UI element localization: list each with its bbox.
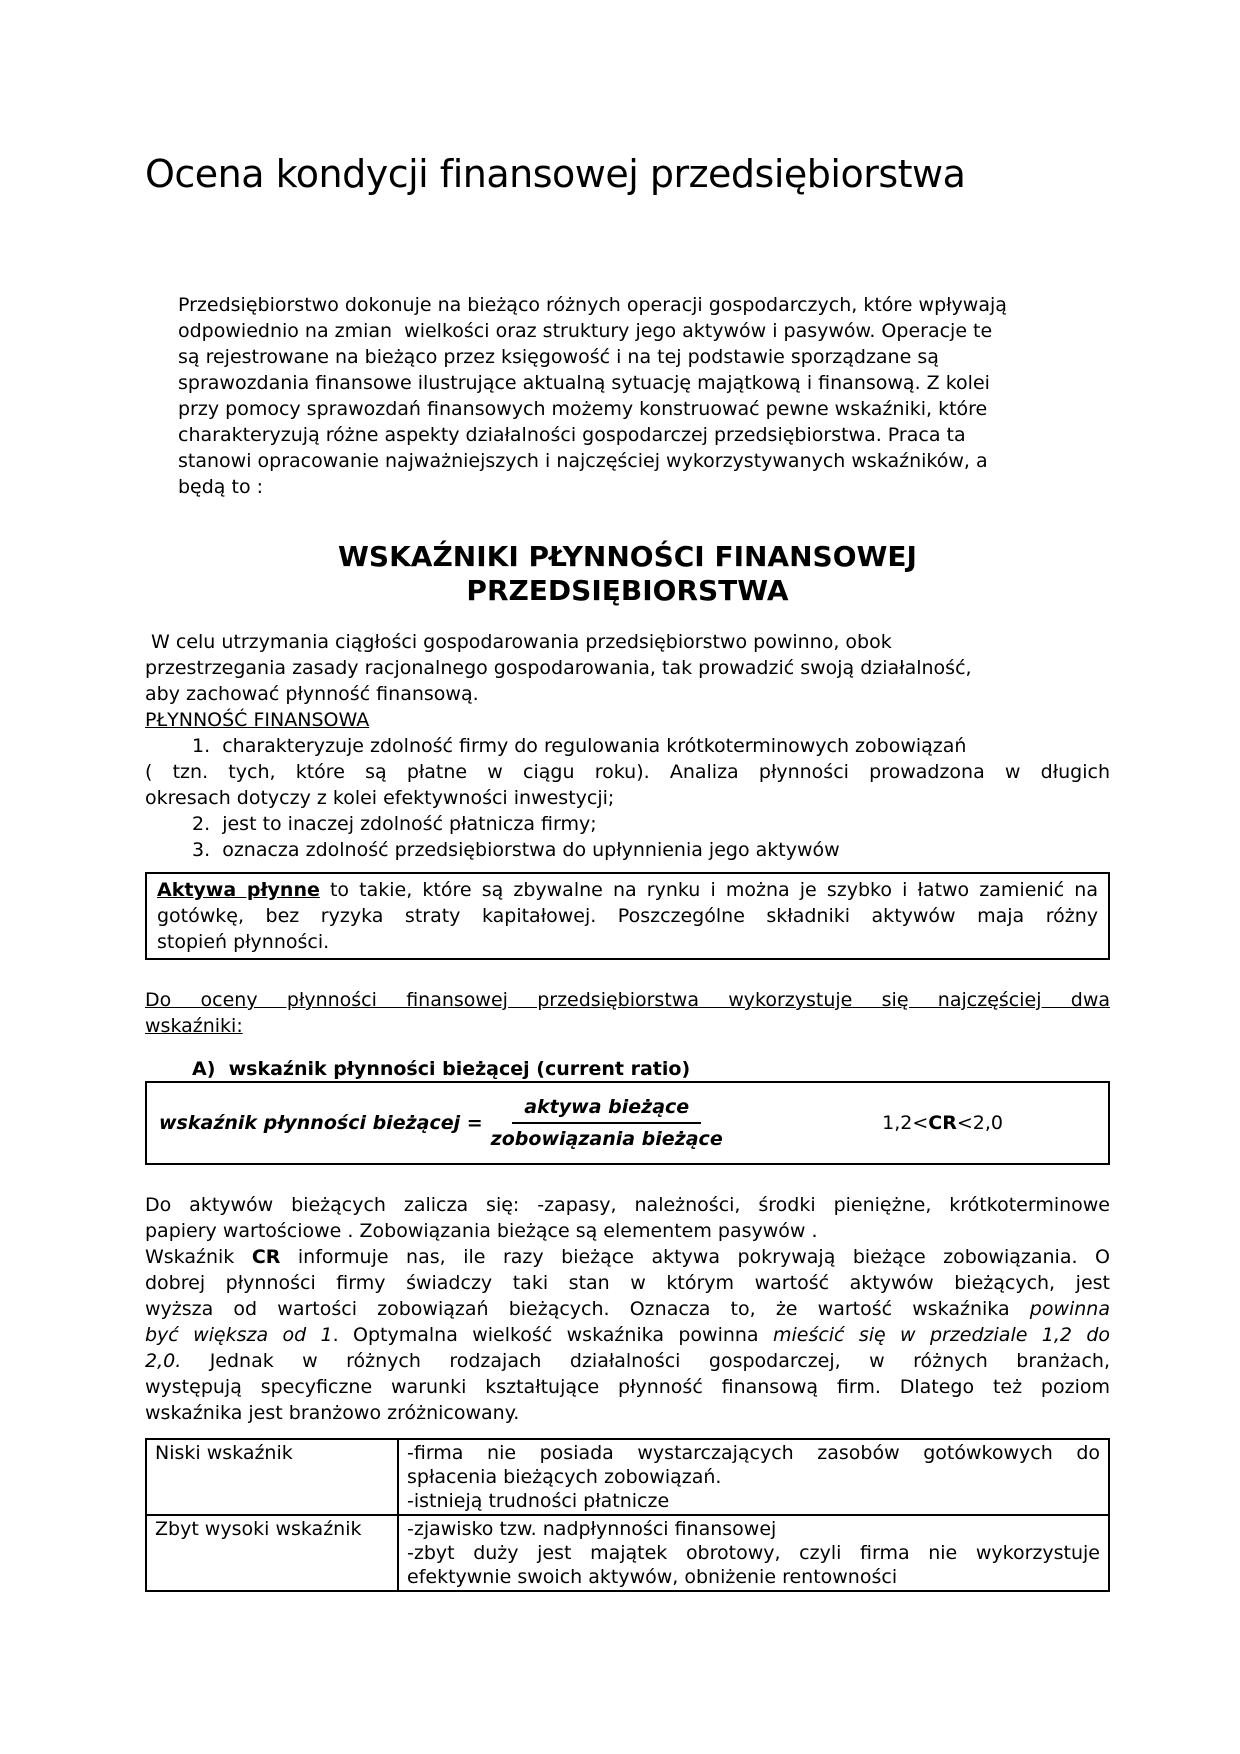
text-segment: to takie, które są zbywalne na rynku i można je szybko i łatwo zamienić na <box>319 879 1098 901</box>
text-line: przestrzegania zasady racjonalnego gospodarowania, tak prowadzić swoją działalność, <box>145 657 972 679</box>
text-line: stopień płynności. <box>157 931 330 953</box>
text-line: wskaźnika jest branżowo zróżnicowany. <box>145 1402 520 1424</box>
text-line: 3. oznacza zdolność przedsiębiorstwa do upłynnienia jego aktywów <box>192 839 840 861</box>
text-segment: CR <box>251 1246 281 1268</box>
text-line: -zbyt duży jest majątek obrotowy, czyli firma nie wykorzystuje <box>407 1542 1100 1564</box>
text-line: charakteryzują różne aspekty działalności gospodarczej przedsiębiorstwa. Praca ta <box>178 424 966 446</box>
text-line: okresach dotyczy z kolei efektywności inwestycji; <box>145 787 615 809</box>
row-label-cell <box>146 1439 398 1515</box>
text-segment: CR <box>928 1112 957 1134</box>
section-heading-line1: WSKAŹNIKI PŁYNNOŚCI FINANSOWEJ <box>338 540 917 573</box>
fraction-numerator: aktywa bieżące <box>512 1094 701 1124</box>
text-line: przy pomocy sprawozdań finansowych możemy konstruować pewne wskaźniki, które <box>178 398 988 420</box>
text-line: -zjawisko tzw. nadpłynności finansowej <box>407 1518 777 1540</box>
text-segment: powinna <box>1029 1298 1110 1320</box>
text-line: aby zachować płynność finansową. <box>145 683 479 705</box>
text-segment: Aktywa płynne <box>157 879 320 901</box>
do-oceny-paragraph <box>145 987 1110 1039</box>
text-segment: . Optymalna wielkość wskaźnika powinna <box>332 1324 773 1346</box>
text-line: W celu utrzymania ciągłości gospodarowania przedsiębiorstwo powinno, obok <box>145 631 892 653</box>
text-segment: 2,0. <box>145 1350 182 1372</box>
current-ratio-formula-box <box>145 1081 1110 1165</box>
text-segment: <2,0 <box>956 1112 1003 1134</box>
text-line: sprawozdania finansowe ilustrujące aktualną sytuację majątkową i finansową. Z kolei <box>178 372 990 394</box>
row-content-cell <box>398 1515 1109 1591</box>
text-line: papiery wartościowe . Zobowiązania bieżące są elementem pasywów . <box>145 1220 818 1242</box>
text-line <box>145 707 1110 733</box>
text-line <box>145 1296 1110 1322</box>
text-line: wskaźniki: <box>145 1015 243 1037</box>
liquidity-intro-paragraph <box>145 629 1110 733</box>
text-line: Do oceny płynności finansowej przedsiębiorstwa wykorzystuje się najczęściej dwa <box>145 989 1110 1011</box>
text-line: Zbyt wysoki wskaźnik <box>155 1518 362 1540</box>
section-heading <box>145 540 1110 608</box>
text-line <box>157 877 1098 903</box>
text-line: Przedsiębiorstwo dokonuje na bieżąco różnych operacji gospodarczych, które wpływają <box>178 294 1007 316</box>
text-line: -istnieją trudności płatnicze <box>407 1490 670 1512</box>
formula-range-value <box>882 1110 1003 1136</box>
text-segment: mieścić się w przedziale 1,2 do <box>772 1324 1111 1346</box>
table-row <box>146 1515 1109 1591</box>
row-content-cell <box>398 1439 1109 1515</box>
text-segment: informuje nas, ile razy bieżące aktywa pokrywają bieżące zobowiązania. O <box>280 1246 1110 1268</box>
text-segment: wyższa od wartości zobowiązań bieżących. Oznacza to, że wartość wskaźnika <box>145 1298 1030 1320</box>
text-segment: Wskaźnik <box>145 1246 252 1268</box>
text-segment: Jednak w różnych rodzajach działalności gospodarczej, w różnych branżach, <box>181 1350 1110 1372</box>
text-line: gotówkę, bez ryzyka straty kapitałowej. Poszczególne składniki aktywów maja różny <box>157 905 1098 927</box>
text-line: dobrej płynności firmy świadczy taki stan w którym wartość aktywów bieżących, jest <box>145 1272 1110 1294</box>
text-line: 1. charakteryzuje zdolność firmy do regulowania krótkoterminowych zobowiązań <box>192 735 967 757</box>
row-label-cell <box>146 1515 398 1591</box>
page-title: Ocena kondycji finansowej przedsiębiorstwa <box>145 152 966 196</box>
text-line: Niski wskaźnik <box>155 1442 293 1464</box>
text-line: ( tzn. tych, które są płatne w ciągu roku). Analiza płynności prowadzona w długich <box>145 761 1110 783</box>
formula-label: wskaźnik płynności bieżącej = <box>159 1112 483 1134</box>
fraction <box>491 1094 723 1152</box>
fraction-denominator: zobowiązania bieżące <box>490 1128 723 1150</box>
text-line: są rejestrowane na bieżąco przez księgowość i na tej podstawie sporządzane są <box>178 346 939 368</box>
text-line <box>145 1348 1110 1374</box>
intro-paragraph <box>178 292 1110 500</box>
current-ratio-heading: A) wskaźnik płynności bieżącej (current ratio) <box>192 1058 691 1080</box>
text-line <box>145 1322 1110 1348</box>
aktywa-plynne-box <box>145 872 1110 960</box>
current-ratio-paragraph <box>145 1192 1110 1426</box>
text-line: będą to : <box>178 476 264 498</box>
text-line: spłacenia bieżących zobowiązań. <box>407 1466 722 1488</box>
section-heading-line2: PRZEDSIĘBIORSTWA <box>466 574 789 607</box>
text-line: stanowi opracowanie najważniejszych i najczęściej wykorzystywanych wskaźników, a <box>178 450 988 472</box>
text-line <box>145 1244 1110 1270</box>
text-line: 2. jest to inaczej zdolność płatnicza firmy; <box>192 813 597 835</box>
text-segment: 1,2< <box>882 1112 929 1134</box>
liquidity-numbered-list <box>145 733 1110 863</box>
text-segment: PŁYNNOŚĆ FINANSOWA <box>145 709 370 731</box>
indicator-table <box>145 1438 1110 1592</box>
text-line: występują specyficzne warunki kształtujące płynność finansową firm. Dlatego też poziom <box>145 1376 1110 1398</box>
table-row <box>146 1439 1109 1515</box>
text-line: odpowiednio na zmian wielkości oraz struktury jego aktywów i pasywów. Operacje te <box>178 320 993 342</box>
text-line: Do aktywów bieżących zalicza się: -zapasy, należności, środki pieniężne, krótkoterminowe <box>145 1194 1110 1216</box>
text-segment: być większa od 1 <box>145 1324 333 1346</box>
text-line: efektywnie swoich aktywów, obniżenie rentowności <box>407 1566 898 1588</box>
text-line: -firma nie posiada wystarczających zasobów gotówkowych do <box>407 1442 1100 1464</box>
